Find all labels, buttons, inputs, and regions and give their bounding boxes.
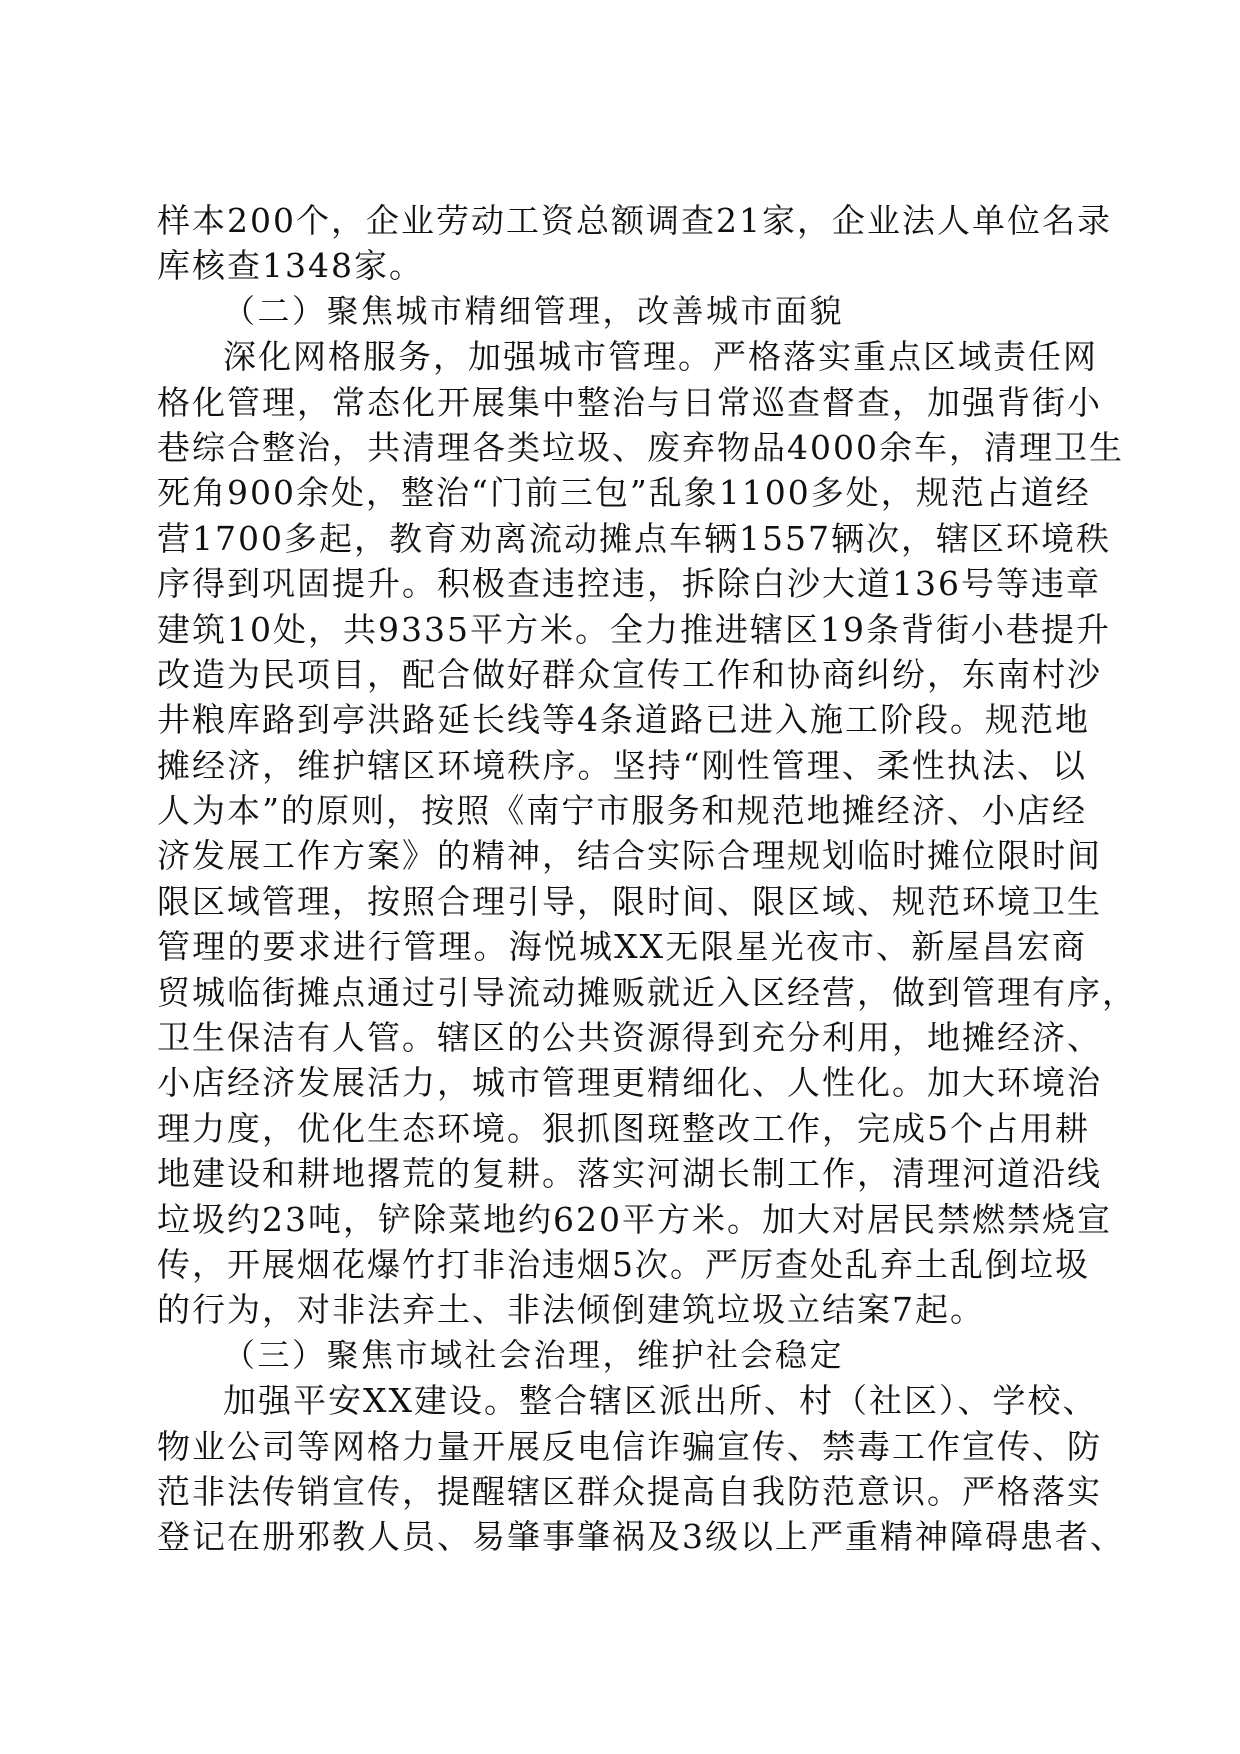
text-line: 摊经济，维护辖区环境秩序。坚持“刚性管理、柔性执法、以	[157, 745, 1087, 785]
text-line: 人为本”的原则，按照《南宁市服务和规范地摊经济、小店经	[157, 791, 1087, 831]
text-line: 贸城临街摊点通过引导流动摊贩就近入区经营，做到管理有序，	[157, 972, 1137, 1012]
text-line: 登记在册邪教人员、易肇事肇祸及3级以上严重精神障碍患者、	[157, 1517, 1125, 1557]
text-line: 井粮库路到亭洪路延长线等4条道路已进入施工阶段。规范地	[157, 700, 1090, 740]
text-line: 序得到巩固提升。积极查违控违，拆除白沙大道136号等违章	[157, 564, 1101, 604]
text-line: 卫生保洁有人管。辖区的公共资源得到充分利用，地摊经济、	[157, 1018, 1102, 1058]
text-line: 巷综合整治，共清理各类垃圾、废弃物品4000余车，清理卫生	[157, 427, 1124, 467]
text-line: 加强平安XX建设。整合辖区派出所、村（社区）、学校、	[223, 1381, 1098, 1421]
text-line: 格化管理，常态化开展集中整治与日常巡查督查，加强背街小	[157, 382, 1102, 422]
text-line: 济发展工作方案》的精神，结合实际合理规划临时摊位限时间	[157, 836, 1102, 876]
text-line: 限区域管理，按照合理引导，限时间、限区域、规范环境卫生	[157, 881, 1102, 921]
text-line: 营1700多起，教育劝离流动摊点车辆1557辆次，辖区环境秩	[157, 518, 1111, 558]
text-line: 管理的要求进行管理。海悦城XX无限星光夜市、新屋昌宏商	[157, 927, 1087, 967]
text-line: 范非法传销宣传，提醒辖区群众提高自我防范意识。严格落实	[157, 1471, 1102, 1511]
text-line: 传，开展烟花爆竹打非治违烟5次。严厉查处乱弃土乱倒垃圾	[157, 1244, 1090, 1284]
document-body	[157, 198, 1137, 1560]
text-line: 的行为，对非法弃土、非法倾倒建筑垃圾立结案7起。	[157, 1290, 985, 1330]
text-line: 建筑10处，共9335平方米。全力推进辖区19条背街小巷提升	[157, 609, 1111, 649]
text-line: 物业公司等网格力量开展反电信诈骗宣传、禁毒工作宣传、防	[157, 1426, 1102, 1466]
text-line: 死角900余处，整治“门前三包”乱象1100多处，规范占道经	[157, 473, 1091, 513]
text-line: 样本200个，企业劳动工资总额调查21家，企业法人单位名录	[157, 201, 1112, 240]
text-line: 地建设和耕地撂荒的复耕。落实河湖长制工作，清理河道沿线	[157, 1154, 1102, 1194]
section-heading: （三）聚焦市域社会治理，维护社会稳定	[223, 1335, 845, 1374]
text-line: 深化网格服务，加强城市管理。严格落实重点区域责任网	[223, 337, 1098, 377]
section-heading: （二）聚焦城市精细管理，改善城市面貌	[223, 291, 845, 330]
text-line: 理力度，优化生态环境。狠抓图斑整改工作，完成5个占用耕	[157, 1108, 1090, 1148]
text-line: 改造为民项目，配合做好群众宣传工作和协商纠纷，东南村沙	[157, 654, 1102, 694]
text-line: 小店经济发展活力，城市管理更精细化、人性化。加大环境治	[157, 1063, 1102, 1103]
text-line: 库核查1348家。	[157, 246, 424, 286]
text-line: 垃圾约23吨，铲除菜地约620平方米。加大对居民禁燃禁烧宣	[157, 1199, 1112, 1239]
